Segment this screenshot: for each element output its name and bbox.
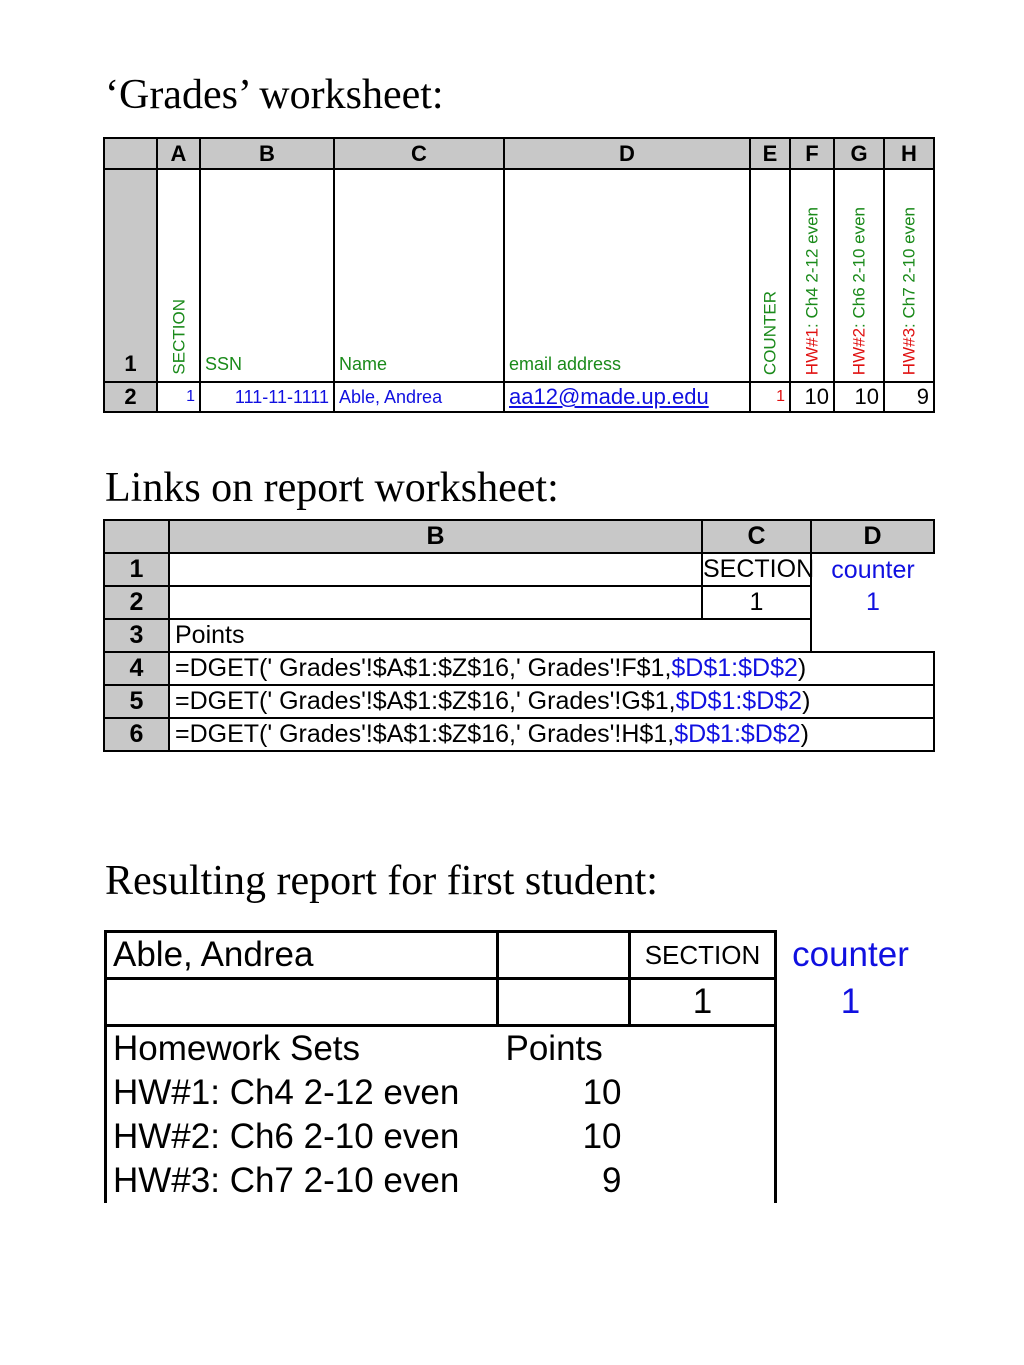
cell-d3[interactable] [811,619,934,652]
hw-row-points: 10 [582,1073,622,1112]
cell-b1-ssn-label[interactable]: SSN [200,169,334,382]
hw2-label-text: : Ch6 2-10 even [849,206,869,328]
corner-cell [104,520,169,553]
blank-cell [630,1115,776,1159]
hw-row-label: HW#2: Ch6 2-10 even [106,1115,498,1159]
report-links-table [103,519,935,752]
cell-g1[interactable] [834,169,884,382]
cell-c2-name[interactable]: Able, Andrea [334,382,504,412]
cell-b2[interactable] [169,586,702,619]
cell-f1[interactable] [790,169,834,382]
formula-text: =DGET(' Grades'!$A$1:$Z$16,' Grades'!F$1, [175,654,672,682]
blank-cell [630,1159,776,1203]
col-header-b[interactable]: B [169,520,702,553]
hw1-label-text: : Ch4 2-12 even [802,206,822,328]
section-value: 1 [630,979,776,1026]
cell-c2[interactable]: 1 [702,586,811,619]
blank-cell [498,932,630,979]
col-header-c[interactable]: C [334,138,504,169]
col-header-c[interactable]: C [702,520,811,553]
cell-d1-counter[interactable]: counter [831,555,915,584]
cell-a1[interactable] [157,169,200,382]
email-link[interactable]: aa12@made.up.edu [509,384,709,409]
blank-cell [776,1115,926,1159]
row-header-2[interactable]: 2 [104,586,169,619]
cell-c1-section[interactable]: SECTION [702,553,811,586]
blank-cell [498,979,630,1026]
blank-cell [106,979,498,1026]
section-label: SECTION [630,932,776,979]
cell-d2[interactable]: 1 [866,588,880,616]
cell-b2-ssn[interactable]: 111-11-1111 [200,382,334,412]
cell-h1[interactable] [884,169,934,382]
cell-b5-formula[interactable] [169,685,934,718]
formula-criteria-range: $D$1:$D$2 [671,654,798,682]
homework-sets-heading: Homework Sets [106,1026,498,1072]
formula-close: ) [802,687,811,715]
row-header-5[interactable]: 5 [104,685,169,718]
col-header-e[interactable]: E [750,138,790,169]
hw-row-label: HW#3: Ch7 2-10 even [106,1159,498,1203]
row-header-1[interactable]: 1 [104,553,169,586]
cell-b6-formula[interactable] [169,718,934,751]
col-header-f[interactable]: F [790,138,834,169]
formula-criteria-range: $D$1:$D$2 [674,720,801,748]
hw3-label: HW#3: Ch7 2-10 even [899,206,919,375]
cell-b4-formula[interactable] [169,652,934,685]
cell-f2-hw1[interactable]: 10 [790,382,834,412]
links-heading: Links on report worksheet: [105,465,559,511]
student-name: Able, Andrea [106,932,498,979]
formula-close: ) [797,654,807,682]
row-header-3[interactable]: 3 [104,619,169,652]
hw-row-points: 10 [582,1117,622,1156]
cell-e1[interactable] [750,169,790,382]
cell-h2-hw3[interactable]: 9 [884,382,934,412]
section-label: SECTION [169,299,188,375]
formula-text: =DGET(' Grades'!$A$1:$Z$16,' Grades'!H$1, [175,720,675,748]
counter-label: counter [792,935,909,974]
hw2-label: HW#2: Ch6 2-10 even [849,206,869,375]
row-header-4[interactable]: 4 [104,652,169,685]
col-header-d[interactable]: D [504,138,750,169]
row-header-1[interactable]: 1 [104,169,157,382]
col-header-a[interactable]: A [157,138,200,169]
col-header-d[interactable]: D [811,520,934,553]
cell-a2-section[interactable]: 1 [157,382,200,412]
blank-cell [630,1071,776,1115]
cell-b3-points[interactable]: Points [169,619,811,652]
grades-heading: ‘Grades’ worksheet: [105,72,444,118]
formula-criteria-range: $D$1:$D$2 [675,687,803,715]
cell-e2-counter[interactable]: 1 [750,382,790,412]
row-header-6[interactable]: 6 [104,718,169,751]
cell-d2-email[interactable] [504,382,750,412]
formula-text: =DGET(' Grades'!$A$1:$Z$16,' Grades'!G$1, [175,687,676,715]
hw-row-label: HW#1: Ch4 2-12 even [106,1071,498,1115]
hw1-label: HW#1: Ch4 2-12 even [802,206,822,375]
grades-worksheet-table [103,137,935,413]
counter-label: COUNTER [760,290,780,375]
blank-cell [776,1026,926,1072]
row-header-2[interactable]: 2 [104,382,157,412]
cell-g2-hw2[interactable]: 10 [834,382,884,412]
blank-cell [630,1026,776,1072]
result-report-table [104,930,927,1203]
col-header-b[interactable]: B [200,138,334,169]
hw-row-points: 9 [602,1161,622,1200]
points-heading: Points [505,1029,603,1068]
hw3-label-text: : Ch7 2-10 even [899,206,919,328]
col-header-h[interactable]: H [884,138,934,169]
result-heading: Resulting report for first student: [105,858,658,904]
corner-cell [104,138,157,169]
blank-cell [776,1159,926,1203]
blank-cell [776,1071,926,1115]
cell-b1[interactable] [169,553,702,586]
formula-close: ) [800,720,809,748]
cell-d1-email-label[interactable]: email address [504,169,750,382]
col-header-g[interactable]: G [834,138,884,169]
cell-c1-name-label[interactable]: Name [334,169,504,382]
counter-value: 1 [840,982,861,1021]
